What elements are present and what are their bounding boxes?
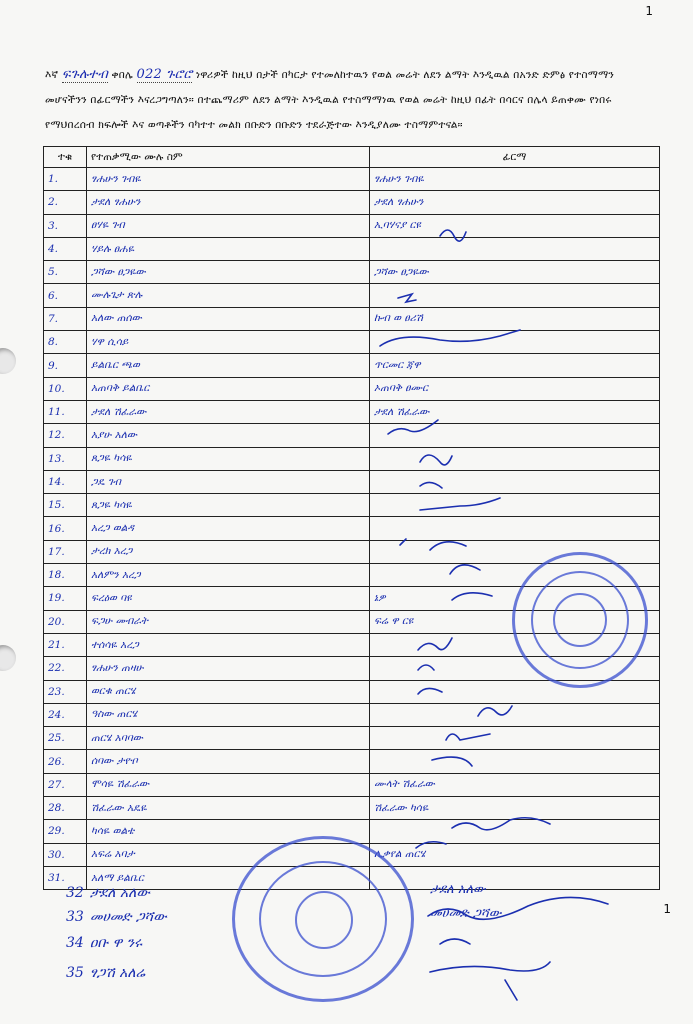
row-number: 29.	[44, 820, 87, 843]
page-number: 1	[645, 4, 653, 18]
scribble-29	[452, 818, 550, 830]
kebele-name: ፍጉሉተብ	[61, 67, 108, 82]
row-signature: ሽፈራው ካሳዬ	[370, 797, 660, 820]
row-full-name: ተሰሳዬ አረጋ	[87, 633, 370, 656]
row-signature: ኩብ ወ ፀሪሽ	[370, 307, 660, 330]
kebele-number: 022 ጉሮሮ	[136, 67, 193, 82]
intro-prefix: እኛ	[45, 69, 59, 81]
row-number: 28.	[44, 797, 87, 820]
row-number: 20.	[44, 610, 87, 633]
row-number: 14.	[44, 470, 87, 493]
row-number: 10.	[44, 377, 87, 400]
row-signature: ኔዎ	[370, 587, 660, 610]
scribble-18	[452, 593, 492, 600]
row-number: 8.	[44, 331, 87, 354]
extra-full-name: መሀመድ ጋሻው	[89, 909, 167, 925]
row-full-name: ካሳዬ ወልቴ	[87, 820, 370, 843]
header-full-name: የተጠቃሚው ሙሉ ስም	[87, 147, 370, 168]
scribble-23	[418, 688, 442, 694]
row-number: 27.	[44, 773, 87, 796]
extra-signature: ታደለ አለው	[430, 882, 486, 897]
extra-full-name: ፃጋሽ አለሬ	[89, 965, 146, 981]
row-full-name: ሃይሉ ፀሐዬ	[87, 237, 370, 260]
scribble-24	[478, 706, 512, 716]
scribble-22	[418, 665, 434, 670]
row-full-name: ዓስው ጠርሄ	[87, 703, 370, 726]
row-full-name: አለምን አረጋ	[87, 564, 370, 587]
row-signature: ኢባሃናያ ርዩ	[370, 214, 660, 237]
row-number: 30.	[44, 843, 87, 866]
scribble-25	[446, 734, 490, 740]
scribble-15	[420, 498, 500, 510]
row-number: 13.	[44, 447, 87, 470]
row-number: 25.	[44, 727, 87, 750]
row-full-name: ሽፈራው አዴዬ	[87, 797, 370, 820]
declaration-body: ነዋሪዎች ከዚህ በታች በካርታ የተመለከተዉን የወል መሬት ለደን ልማት እንዲዉል በአንድ ድምፅ የተስማማን መሆናችንን በፊርማችን እናረጋግጣለን። በተጨማሪም ለደን ልማት እንዲዉል የተስማማነዉ የወል መሬት ከዚህ በፊት በሳርና በሌላ ይጠቀሙ የነበሩ የማህበረሰብ ክፍሎች እና ወጣቶችን ባካተተ መልክ በቡድን በቡድን ተደራጅተው እንዲያለሙ ተስማምተናል።	[45, 69, 615, 131]
scribble-16	[400, 539, 466, 550]
extra-number: 32	[66, 885, 84, 901]
extra-full-name: ታደለ አለው	[89, 885, 150, 901]
row-number: 3.	[44, 214, 87, 237]
row-full-name: አለማ ይልቤር	[87, 866, 370, 889]
row-full-name: ፍጋሁ መብራት	[87, 610, 370, 633]
extra-number: 33	[66, 909, 84, 925]
row-number: 6.	[44, 284, 87, 307]
row-number: 4.	[44, 237, 87, 260]
row-full-name: አፍሬ አባታ	[87, 843, 370, 866]
row-full-name: ጋሻው ፀጋዬው	[87, 261, 370, 284]
row-signature: ኦጠባቅ ፀሙር	[370, 377, 660, 400]
row-full-name: ጸጋዬ ካሳዬ	[87, 494, 370, 517]
row-full-name: አለው ጠሰው	[87, 307, 370, 330]
row-signature: ሙላት ሽፈራው	[370, 773, 660, 796]
row-number: 11.	[44, 400, 87, 423]
row-number: 24.	[44, 703, 87, 726]
scribble-6	[398, 294, 416, 302]
row-signature: ፍሬ ዋ ርዩ	[370, 610, 660, 633]
extra-number: 34	[66, 935, 84, 951]
extra-signature: መሀመድ ጋሻው	[430, 906, 502, 921]
row-signature: ሊቃየል ጠርሄ	[370, 843, 660, 866]
row-number: 2.	[44, 191, 87, 214]
row-full-name: ሙሉጌታ ጽሉ	[87, 284, 370, 307]
row-full-name: ፃሐሁን ገብዬ	[87, 168, 370, 191]
scribble-17	[450, 565, 480, 574]
row-signature: ጥርመር ጃዋ	[370, 354, 660, 377]
row-full-name: ጸጋዬ ካሳዬ	[87, 447, 370, 470]
row-full-name: ወርቁ ጠርሄ	[87, 680, 370, 703]
side-page-number: 1	[663, 902, 671, 916]
row-full-name: ታረክ አረጋ	[87, 540, 370, 563]
scribble-4	[440, 230, 466, 241]
header-number: ተቁ	[44, 147, 87, 168]
row-full-name: አጠባቅ ይልቤር	[87, 377, 370, 400]
row-number: 22.	[44, 657, 87, 680]
row-signature: ታደለ ፃሐሁን	[370, 191, 660, 214]
scribble-14	[420, 482, 442, 488]
row-full-name: ፍረዕወ ባዩ	[87, 587, 370, 610]
row-full-name: ይልቤር ጫወ	[87, 354, 370, 377]
row-number: 21.	[44, 633, 87, 656]
row-number: 23.	[44, 680, 87, 703]
scribble-31	[416, 842, 446, 848]
scribble-8	[380, 330, 520, 346]
row-full-name: ታደለ ፃሐሁን	[87, 191, 370, 214]
scribble-35b	[430, 962, 550, 1000]
header-signature: ፊርማ	[370, 147, 660, 168]
intro-kebele-word: ቀበሌ	[111, 69, 133, 81]
row-full-name: ሞሳዬ ሽፈራው	[87, 773, 370, 796]
row-number: 17.	[44, 540, 87, 563]
row-signature: ታደለ ሽፈራው	[370, 400, 660, 423]
row-number: 1.	[44, 168, 87, 191]
extra-full-name: ዐቡ ዋ ንሩ	[89, 935, 143, 951]
scribble-35a	[440, 939, 470, 944]
row-number: 15.	[44, 494, 87, 517]
row-number: 12.	[44, 424, 87, 447]
row-number: 9.	[44, 354, 87, 377]
scribble-34	[428, 897, 608, 919]
row-signature: ፃሐሁን ገብዬ	[370, 168, 660, 191]
row-full-name: ሰባው ታዮቦ	[87, 750, 370, 773]
row-full-name: ሃዋ ሲሳይ	[87, 331, 370, 354]
row-full-name: ፃሐሁን ጠዛሁ	[87, 657, 370, 680]
row-number: 19.	[44, 587, 87, 610]
scribble-26	[432, 757, 472, 766]
row-number: 16.	[44, 517, 87, 540]
row-number: 18.	[44, 564, 87, 587]
row-number: 26.	[44, 750, 87, 773]
row-number: 5.	[44, 261, 87, 284]
row-full-name: አረጋ ወልዳ	[87, 517, 370, 540]
row-signature: ጋሻው ፀጋዬው	[370, 261, 660, 284]
scribble-21	[418, 638, 452, 650]
scribble-12	[388, 420, 438, 434]
row-number: 31.	[44, 866, 87, 889]
scribble-13	[420, 455, 452, 465]
row-number: 7.	[44, 307, 87, 330]
row-full-name: ጋዴ ገብ	[87, 470, 370, 493]
row-full-name: ታደለ ሽፈራው	[87, 400, 370, 423]
row-full-name: ፀሃዬ ገብ	[87, 214, 370, 237]
row-full-name: ጠርሄ አባባው	[87, 727, 370, 750]
row-full-name: አያሁ አለው	[87, 424, 370, 447]
extra-number: 35	[66, 965, 84, 981]
